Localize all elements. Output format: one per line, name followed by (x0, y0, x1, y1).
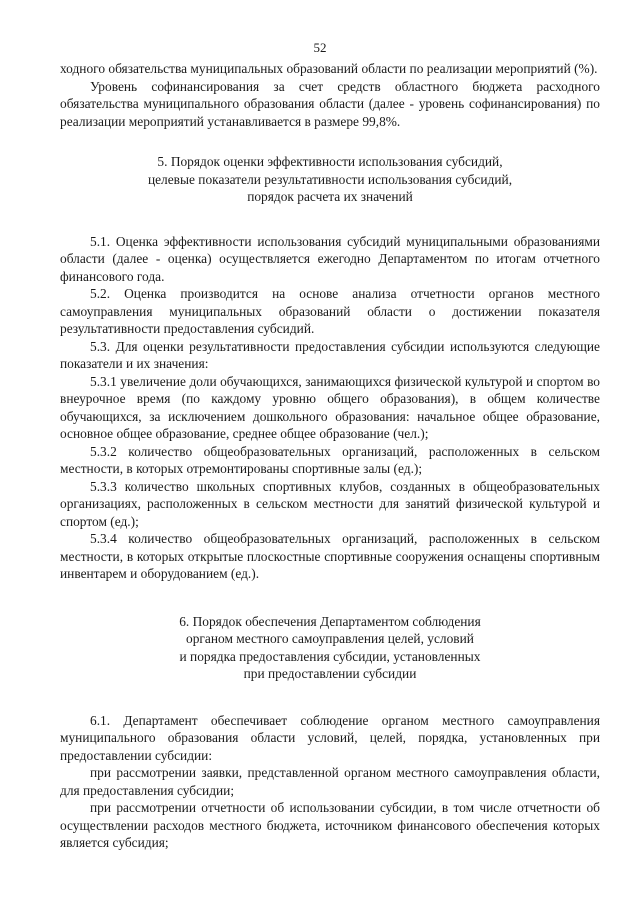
paragraph-5-3-2: 5.3.2 количество общеобразовательных организаций, расположенных в сельском местности, в которых отремонтированы спортивные залы (ед.); (60, 443, 600, 476)
section-5-heading-line-2: целевые показатели результативности использования субсидий, (147, 171, 513, 187)
paragraph-6-1-item-1: при рассмотрении заявки, представленной органом местного самоуправления области, для предоставления субсидии; (60, 765, 600, 798)
section-6-heading-line-1: 6. Порядок обеспечения Департаментом соблюдения (179, 613, 481, 629)
page-number: 52 (313, 40, 327, 55)
paragraph-6-1: 6.1. Департамент обеспечивает соблюдение органом местного самоуправления муниципального образования области условий, целей, порядка, установленных при предоставлении субсидии: (60, 712, 600, 763)
section-6-heading-line-4: при предоставлении субсидии (243, 666, 417, 681)
paragraph-5-2: 5.2. Оценка производится на основе анализа отчетности органов местного самоуправления муниципальных образований области о достижении показателя результативности предоставления субсидий. (60, 286, 600, 336)
section-5-heading-line-3: порядок расчета их значений (247, 189, 413, 204)
section-5-heading (60, 153, 600, 206)
paragraph-5-3: 5.3. Для оценки результативности предоставления субсидии используются следующие показатели и их значения: (60, 338, 600, 371)
paragraph-5-1: 5.1. Оценка эффективности использования субсидий муниципальными образованиями области (далее - оценка) осуществляется ежегодно Департаментом по итогам отчетного финансового года. (60, 233, 600, 284)
paragraph-5-3-4: 5.3.4 количество общеобразовательных организаций, расположенных в сельском местности, в которых открытые плоскостные спортивные сооружения оснащены спортивным инвентарем и оборудованием (ед.). (60, 531, 600, 581)
paragraph-5-3-1: 5.3.1 увеличение доли обучающихся, занимающихся физической культурой и спортом во внеурочное время (по каждому уровню общего образования), в общем количестве обучающихся, за исключением дошкольного образования: начальное общее образование, основное общее образование, среднее общее образование (чел.); (60, 373, 600, 441)
intro-paragraph-1: ходного обязательства муниципальных образований области по реализации мероприятий (%). (60, 61, 598, 76)
section-6-heading-line-2: органом местного самоуправления целей, условий (186, 631, 474, 646)
paragraph-5-3-3: 5.3.3 количество школьных спортивных клубов, созданных в общеобразовательных организациях, расположенных в сельском местности для занятий физической культурой и спортом (ед.); (60, 478, 600, 529)
intro-paragraph-2: Уровень софинансирования за счет средств областного бюджета расходного обязательства муниципального образования области (далее - уровень софинансирования) по реализации мероприятий устанавливается в размере 99,8%. (60, 78, 600, 129)
section-5-heading-line-1: 5. Порядок оценки эффективности использования субсидий, (157, 154, 503, 169)
paragraph-6-1-item-2: при рассмотрении отчетности об использовании субсидии, в том числе отчетности об осуществлении расходов местного бюджета, источником финансового обеспечения которых является субсидия; (60, 800, 600, 850)
document-body (60, 60, 600, 852)
section-6-heading (60, 613, 600, 683)
section-6-heading-line-3: и порядка предоставления субсидии, установленных (179, 648, 481, 664)
